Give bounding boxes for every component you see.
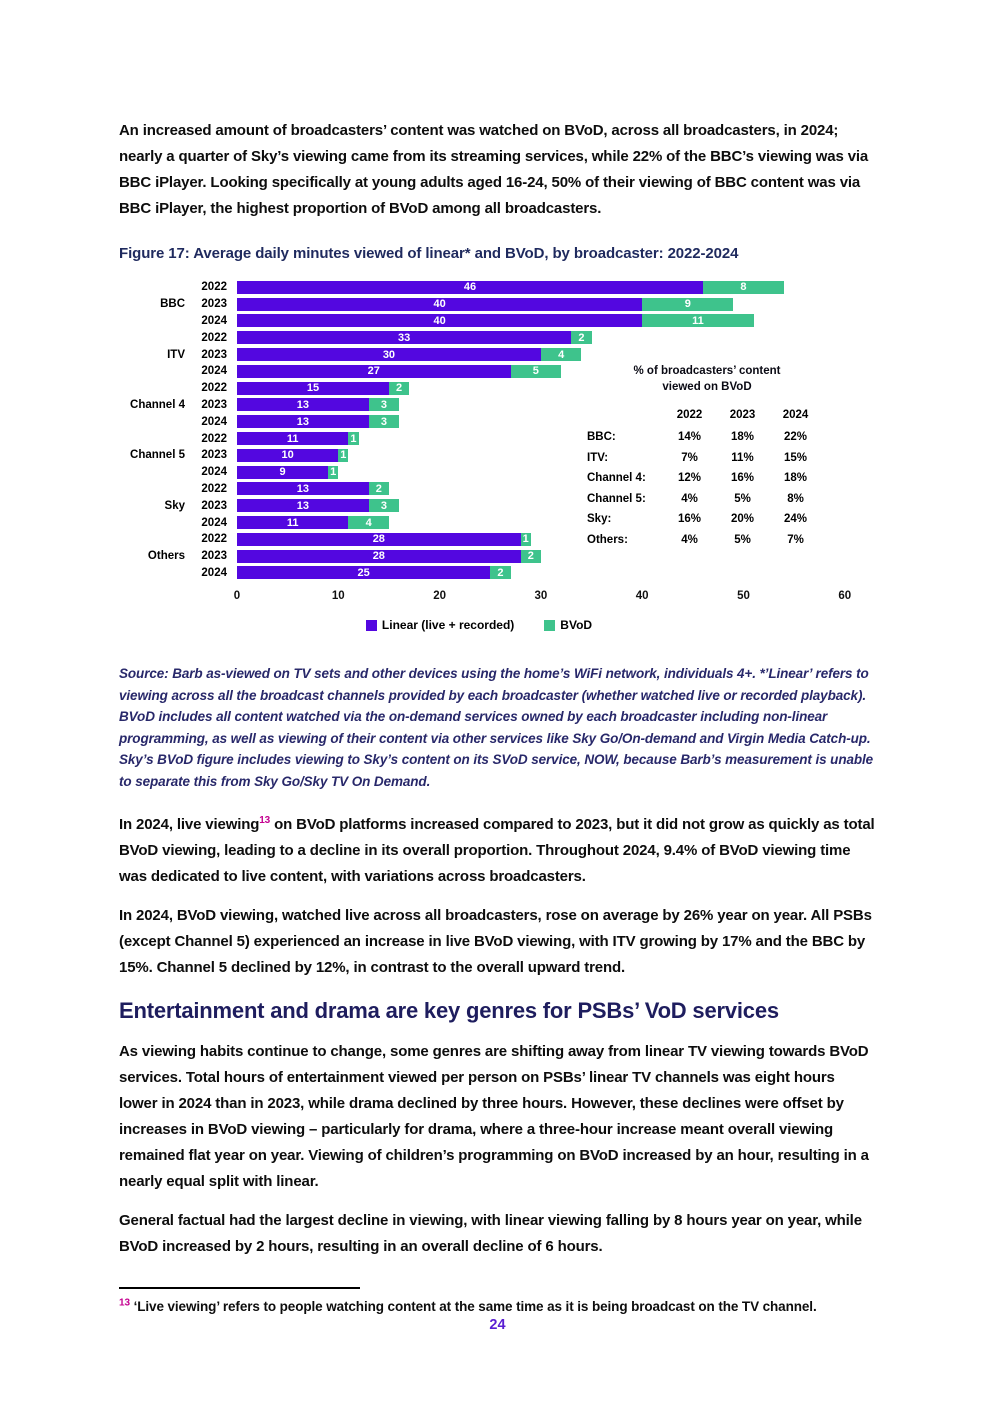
chart-group-label: Sky xyxy=(164,499,185,512)
bar-segment-bvod: 2 xyxy=(369,482,389,495)
inset-table-row xyxy=(587,431,827,443)
bar-segment-linear: 25 xyxy=(237,566,490,579)
bar-segment-linear: 15 xyxy=(237,382,389,395)
genres-paragraph-2: General factual had the largest decline in viewing, with linear viewing falling by 8 hours year on year, while BVoD increased by 2 hours, resulting in an overall decline of 6 hours. xyxy=(119,1212,862,1255)
inset-table-cell: 5% xyxy=(734,533,751,546)
bar-segment-linear: 13 xyxy=(237,398,369,411)
inset-table-row xyxy=(587,452,827,464)
bar-stack xyxy=(237,281,784,294)
inset-table-cell: 8% xyxy=(787,492,804,505)
bar-stack xyxy=(237,482,389,495)
bar-segment-bvod: 4 xyxy=(541,348,582,361)
live-viewing-text-before: In 2024, live viewing xyxy=(119,816,260,833)
x-axis-tick-label: 10 xyxy=(331,590,345,603)
inset-table-row xyxy=(587,472,827,484)
legend-item xyxy=(544,618,592,632)
bar-segment-bvod: 2 xyxy=(389,382,409,395)
inset-table-row-label: BBC: xyxy=(587,431,616,443)
bar-stack xyxy=(237,298,733,311)
bar-segment-bvod: 2 xyxy=(571,331,591,344)
inset-table-cell: 7% xyxy=(787,533,804,546)
bar-stack xyxy=(237,331,592,344)
bar-segment-bvod: 5 xyxy=(511,365,562,378)
chart-x-axis xyxy=(119,590,876,610)
chart-row xyxy=(119,313,876,330)
bar-stack xyxy=(237,348,581,361)
x-axis-tick-label: 0 xyxy=(233,590,241,603)
legend-swatch xyxy=(544,620,555,631)
chart-row xyxy=(119,296,876,313)
chart-group-label: BBC xyxy=(160,298,185,311)
bar-stack xyxy=(237,466,338,479)
bar-stack xyxy=(237,566,511,579)
inset-table-cell: 14% xyxy=(677,431,702,443)
chart-group-label: Channel 5 xyxy=(130,449,185,462)
figure-17-chart xyxy=(119,279,876,639)
bar-segment-linear: 13 xyxy=(237,415,369,428)
bar-segment-linear: 40 xyxy=(237,298,642,311)
inset-table-cell: 15% xyxy=(783,451,808,464)
chart-row xyxy=(119,329,876,346)
bar-segment-linear: 28 xyxy=(237,550,521,563)
bar-segment-linear: 40 xyxy=(237,314,642,327)
genres-paragraph-1: As viewing habits continue to change, some genres are shifting away from linear TV viewing towards BVoD services. Total hours of entertainment viewed per person on PSBs’ linear TV channels was eight hours lower in 2024 than in 2023, while drama declined by three hours. However, these declines were offset by increases in BVoD viewing – particularly for drama, where a three-hour increase meant overall viewing remained flat year on year. Viewing of children’s programming on BVoD increased by an hour, resulting in a nearly equal split with linear. xyxy=(119,1043,869,1190)
inset-table-cell: 20% xyxy=(730,513,755,525)
bar-stack xyxy=(237,415,399,428)
inset-table-title-line1: % of broadcasters’ content xyxy=(633,365,781,377)
chart-year-label: 2023 xyxy=(201,499,227,512)
bar-segment-bvod: 1 xyxy=(350,432,357,445)
inset-table-column-header: 2023 xyxy=(729,409,756,421)
chart-legend xyxy=(119,618,839,632)
bar-segment-bvod: 3 xyxy=(369,398,399,411)
page-number: 24 xyxy=(489,1317,506,1333)
figure-caption: Figure 17: Average daily minutes viewed of linear* and BVoD, by broadcaster: 2022-2024 xyxy=(119,245,739,262)
chart-year-label: 2023 xyxy=(201,398,227,411)
inset-table-column-header: 2022 xyxy=(676,409,703,421)
x-axis-tick-label: 50 xyxy=(737,590,750,603)
chart-year-label: 2023 xyxy=(201,298,227,311)
live-viewing-paragraph xyxy=(119,812,876,890)
bar-stack xyxy=(237,449,348,462)
bvod-live-paragraph: In 2024, BVoD viewing, watched live across all broadcasters, rose on average by 26% year on year. All PSBs (except Channel 5) experienced an increase in live BVoD viewing, with ITV growing by 17% and the BBC by 15%. Channel 5 declined by 12%, in contrast to the overall upward trend. xyxy=(119,907,872,976)
inset-table-cell: 12% xyxy=(677,472,702,484)
inset-table-cell: 16% xyxy=(730,472,755,484)
bar-segment-linear: 10 xyxy=(237,449,338,462)
bar-segment-linear: 11 xyxy=(237,432,348,445)
bar-stack xyxy=(237,314,754,327)
inset-table-column-header: 2024 xyxy=(782,409,809,421)
footnote-13-text: ‘Live viewing’ refers to people watching content at the same time as it is being broadcast on the TV channel. xyxy=(129,1299,817,1314)
bar-stack xyxy=(237,432,359,445)
legend-label: Linear (live + recorded) xyxy=(381,618,515,633)
bar-segment-linear: 33 xyxy=(237,331,571,344)
inset-table-cell: 18% xyxy=(783,472,808,484)
chart-year-label: 2024 xyxy=(201,466,227,479)
inset-table-cell: 24% xyxy=(783,513,808,525)
inset-table-cell: 18% xyxy=(730,431,755,443)
chart-year-label: 2022 xyxy=(201,382,227,395)
x-axis-tick-label: 60 xyxy=(838,590,852,603)
bar-segment-bvod: 2 xyxy=(490,566,510,579)
inset-table-row-label: Channel 5: xyxy=(587,492,646,505)
inset-table xyxy=(587,363,827,554)
inset-table-cell: 7% xyxy=(681,451,698,464)
live-viewing-text-after: on BVoD platforms increased compared to 2023, but it did not grow as quickly as total BVoD viewing, leading to a decline in its overall proportion. Throughout 2024, 9.4% of BVoD viewing time was dedicated to live content, with variations across broadcasters. xyxy=(119,816,875,885)
chart-year-label: 2024 xyxy=(201,516,227,529)
chart-year-label: 2024 xyxy=(201,415,227,428)
chart-year-label: 2022 xyxy=(201,482,227,495)
inset-table-header-row xyxy=(587,409,827,421)
bar-segment-bvod: 9 xyxy=(642,298,733,311)
footnote-separator-rule xyxy=(119,1287,360,1289)
legend-label: BVoD xyxy=(560,618,593,633)
bar-segment-bvod: 8 xyxy=(703,281,784,294)
chart-year-label: 2022 xyxy=(201,331,227,344)
bar-segment-linear: 9 xyxy=(237,466,328,479)
bar-segment-bvod: 1 xyxy=(340,449,347,462)
inset-table-title xyxy=(587,363,827,395)
x-axis-tick-label: 30 xyxy=(534,590,548,603)
chart-group-label: ITV xyxy=(167,348,185,361)
bar-segment-bvod: 1 xyxy=(330,466,337,479)
chart-year-label: 2023 xyxy=(201,449,227,462)
bar-stack xyxy=(237,398,399,411)
inset-table-row-label: Sky: xyxy=(587,513,612,525)
inset-table-body xyxy=(587,409,827,546)
bar-stack xyxy=(237,533,531,546)
inset-table-title-line2: viewed on BVoD xyxy=(662,381,752,393)
chart-group-label: Others xyxy=(147,550,185,563)
inset-table-cell: 5% xyxy=(734,492,751,505)
bar-stack xyxy=(237,550,541,563)
chart-year-label: 2024 xyxy=(201,365,227,378)
legend-item xyxy=(366,618,514,632)
chart-year-label: 2022 xyxy=(201,281,227,294)
bar-segment-linear: 27 xyxy=(237,365,511,378)
x-axis-tick-label: 20 xyxy=(433,590,446,603)
footnote-13 xyxy=(119,1299,876,1314)
chart-year-label: 2022 xyxy=(201,432,227,445)
bar-segment-linear: 13 xyxy=(237,499,369,512)
bar-segment-bvod: 1 xyxy=(522,533,529,546)
chart-year-label: 2023 xyxy=(201,348,227,361)
chart-group-label: Channel 4 xyxy=(130,398,185,411)
chart-year-label: 2024 xyxy=(201,314,227,327)
inset-table-row-label: ITV: xyxy=(587,451,609,464)
intro-paragraph: An increased amount of broadcasters’ content was watched on BVoD, across all broadcasters, in 2024; nearly a quarter of Sky’s viewing came from its streaming services, while 22% of the BBC’s viewing was via BBC iPlayer. Looking specifically at young adults aged 16-24, 50% of their viewing of BBC content was via BBC iPlayer, the highest proportion of BVoD among all broadcasters. xyxy=(119,122,869,217)
footnote-reference-13: 13 xyxy=(259,815,271,826)
x-axis-tick-label: 40 xyxy=(635,590,649,603)
bar-segment-bvod: 11 xyxy=(642,314,753,327)
legend-swatch xyxy=(366,620,377,631)
chart-row xyxy=(119,565,876,582)
inset-table-cell: 16% xyxy=(677,513,702,525)
inset-table-cell: 22% xyxy=(783,431,808,443)
chart-year-label: 2024 xyxy=(201,566,227,579)
bar-segment-linear: 13 xyxy=(237,482,369,495)
bar-stack xyxy=(237,365,561,378)
section-heading: Entertainment and drama are key genres for PSBs’ VoD services xyxy=(119,998,779,1023)
inset-table-row xyxy=(587,513,827,525)
figure-source-note: Source: Barb as-viewed on TV sets and other devices using the home’s WiFi network, individuals 4+. *’Linear’ refers to viewing across all the broadcast channels provided by each broadcaster (whether watched live or recorded playback). BVoD includes all content watched via the on-demand services owned by each broadcaster including non-linear programming, as well as viewing of their content via other services like Sky Go/On-demand and Virgin Media Catch-up. Sky’s BVoD figure includes viewing to Sky’s content on its SVoD service, NOW, because Barb’s measurement is unable to separate this from Sky Go/Sky TV On Demand. xyxy=(119,666,874,789)
bar-stack xyxy=(237,516,389,529)
inset-table-cell: 11% xyxy=(731,451,754,464)
bar-segment-linear: 46 xyxy=(237,281,703,294)
bar-segment-bvod: 3 xyxy=(369,415,399,428)
inset-table-row-label: Others: xyxy=(587,533,628,546)
chart-year-label: 2022 xyxy=(201,533,227,546)
chart-row xyxy=(119,346,876,363)
inset-table-cell: 4% xyxy=(681,492,698,505)
inset-table-row xyxy=(587,534,827,546)
bar-stack xyxy=(237,499,399,512)
chart-row xyxy=(119,279,876,296)
inset-table-row xyxy=(587,493,827,505)
page-content xyxy=(119,0,876,1333)
inset-table-cell: 4% xyxy=(681,533,698,546)
chart-year-label: 2023 xyxy=(201,550,227,563)
bar-segment-linear: 28 xyxy=(237,533,521,546)
bar-segment-bvod: 2 xyxy=(521,550,541,563)
footnote-13-marker: 13 xyxy=(119,1297,130,1309)
bar-stack xyxy=(237,382,409,395)
bar-segment-linear: 11 xyxy=(237,516,348,529)
bar-segment-bvod: 4 xyxy=(348,516,389,529)
bar-segment-linear: 30 xyxy=(237,348,541,361)
bar-segment-bvod: 3 xyxy=(369,499,399,512)
inset-table-row-label: Channel 4: xyxy=(587,472,646,484)
